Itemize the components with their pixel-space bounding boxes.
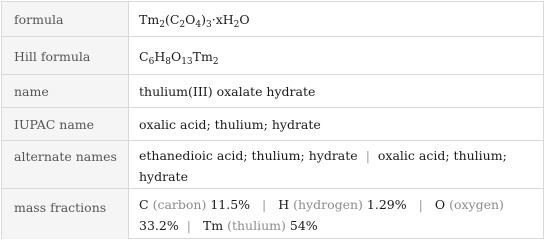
- alternate-name-1: ethanedioic acid; thulium; hydrate: [139, 148, 358, 163]
- hill-formula-text: Tm: [192, 48, 213, 64]
- separator: |: [365, 148, 370, 163]
- row-iupac-name: [2, 107, 543, 141]
- value-iupac-name: oxalic acid; thulium; hydrate: [139, 117, 321, 132]
- formula-subscript: 4: [195, 19, 202, 30]
- formula-text: O: [239, 11, 250, 27]
- separator: |: [186, 218, 191, 233]
- element-name: (carbon): [152, 197, 207, 212]
- mass-item-thulium: [199, 218, 318, 233]
- formula-text: (C: [164, 11, 180, 27]
- element-name: (hydrogen): [293, 197, 363, 212]
- mass-percent: 54%: [289, 218, 318, 233]
- label-hill-formula: Hill formula: [2, 37, 129, 75]
- label-mass-fractions: mass fractions: [2, 189, 129, 239]
- formula-text: [139, 11, 250, 30]
- row-name: [2, 74, 543, 108]
- mass-fractions-line-2: [139, 215, 535, 236]
- formula-subscript: 2: [179, 19, 186, 30]
- hill-formula-text: [139, 48, 219, 67]
- label-name: name: [2, 75, 129, 108]
- hill-formula-text: C: [139, 48, 149, 64]
- hill-formula-text: O: [170, 48, 182, 64]
- mass-item-oxygen-symbol: [431, 197, 504, 212]
- formula-text: ): [201, 11, 206, 27]
- label-formula: formula: [2, 2, 129, 36]
- row-formula: [2, 2, 543, 36]
- formula-subscript: 2: [233, 19, 240, 30]
- formula-subscript: 3: [206, 19, 212, 30]
- element-symbol: C: [139, 197, 149, 212]
- element-symbol: Tm: [202, 218, 224, 233]
- element-symbol: O: [434, 197, 446, 212]
- formula-text: Tm: [139, 11, 160, 27]
- alternate-names-line-2: [139, 166, 535, 187]
- label-iupac-name: IUPAC name: [2, 108, 129, 141]
- properties-table: [1, 1, 544, 239]
- alternate-name-2-cont: hydrate: [139, 169, 188, 184]
- mass-percent: 33.2%: [139, 218, 179, 233]
- value-mass-fractions: [130, 189, 543, 239]
- mass-fractions-line-1: [139, 194, 535, 215]
- label-alternate-names: alternate names: [2, 141, 129, 189]
- row-mass-fractions: [2, 188, 543, 239]
- mass-item-hydrogen: [274, 197, 410, 212]
- mass-percent: 11.5%: [210, 197, 251, 212]
- element-symbol: H: [278, 197, 290, 212]
- value-name: thulium(III) oxalate hydrate: [139, 84, 316, 99]
- alternate-names-line-1: [139, 145, 535, 166]
- separator: |: [262, 197, 267, 212]
- value-alternate-names: [130, 141, 543, 189]
- mass-percent: 1.29%: [366, 197, 407, 212]
- value-formula: [130, 2, 543, 36]
- value-hill-formula: [130, 37, 543, 75]
- mass-item-carbon: [139, 197, 254, 212]
- formula-subscript: 2: [159, 19, 165, 30]
- hill-formula-text: H: [154, 48, 166, 64]
- formula-text: O: [185, 11, 196, 27]
- hill-formula-subscript: 2: [212, 56, 219, 67]
- hill-formula-subscript: 8: [165, 56, 171, 67]
- row-hill-formula: [2, 36, 543, 75]
- hill-formula-subscript: 6: [148, 56, 155, 67]
- element-name: (thulium): [227, 218, 286, 233]
- row-alternate-names: [2, 140, 543, 189]
- separator: |: [418, 197, 423, 212]
- hill-formula-subscript: 13: [181, 56, 193, 67]
- element-name: (oxygen): [449, 197, 504, 212]
- formula-text: ·xH: [211, 11, 234, 27]
- alternate-name-2: oxalic acid; thulium;: [377, 148, 507, 163]
